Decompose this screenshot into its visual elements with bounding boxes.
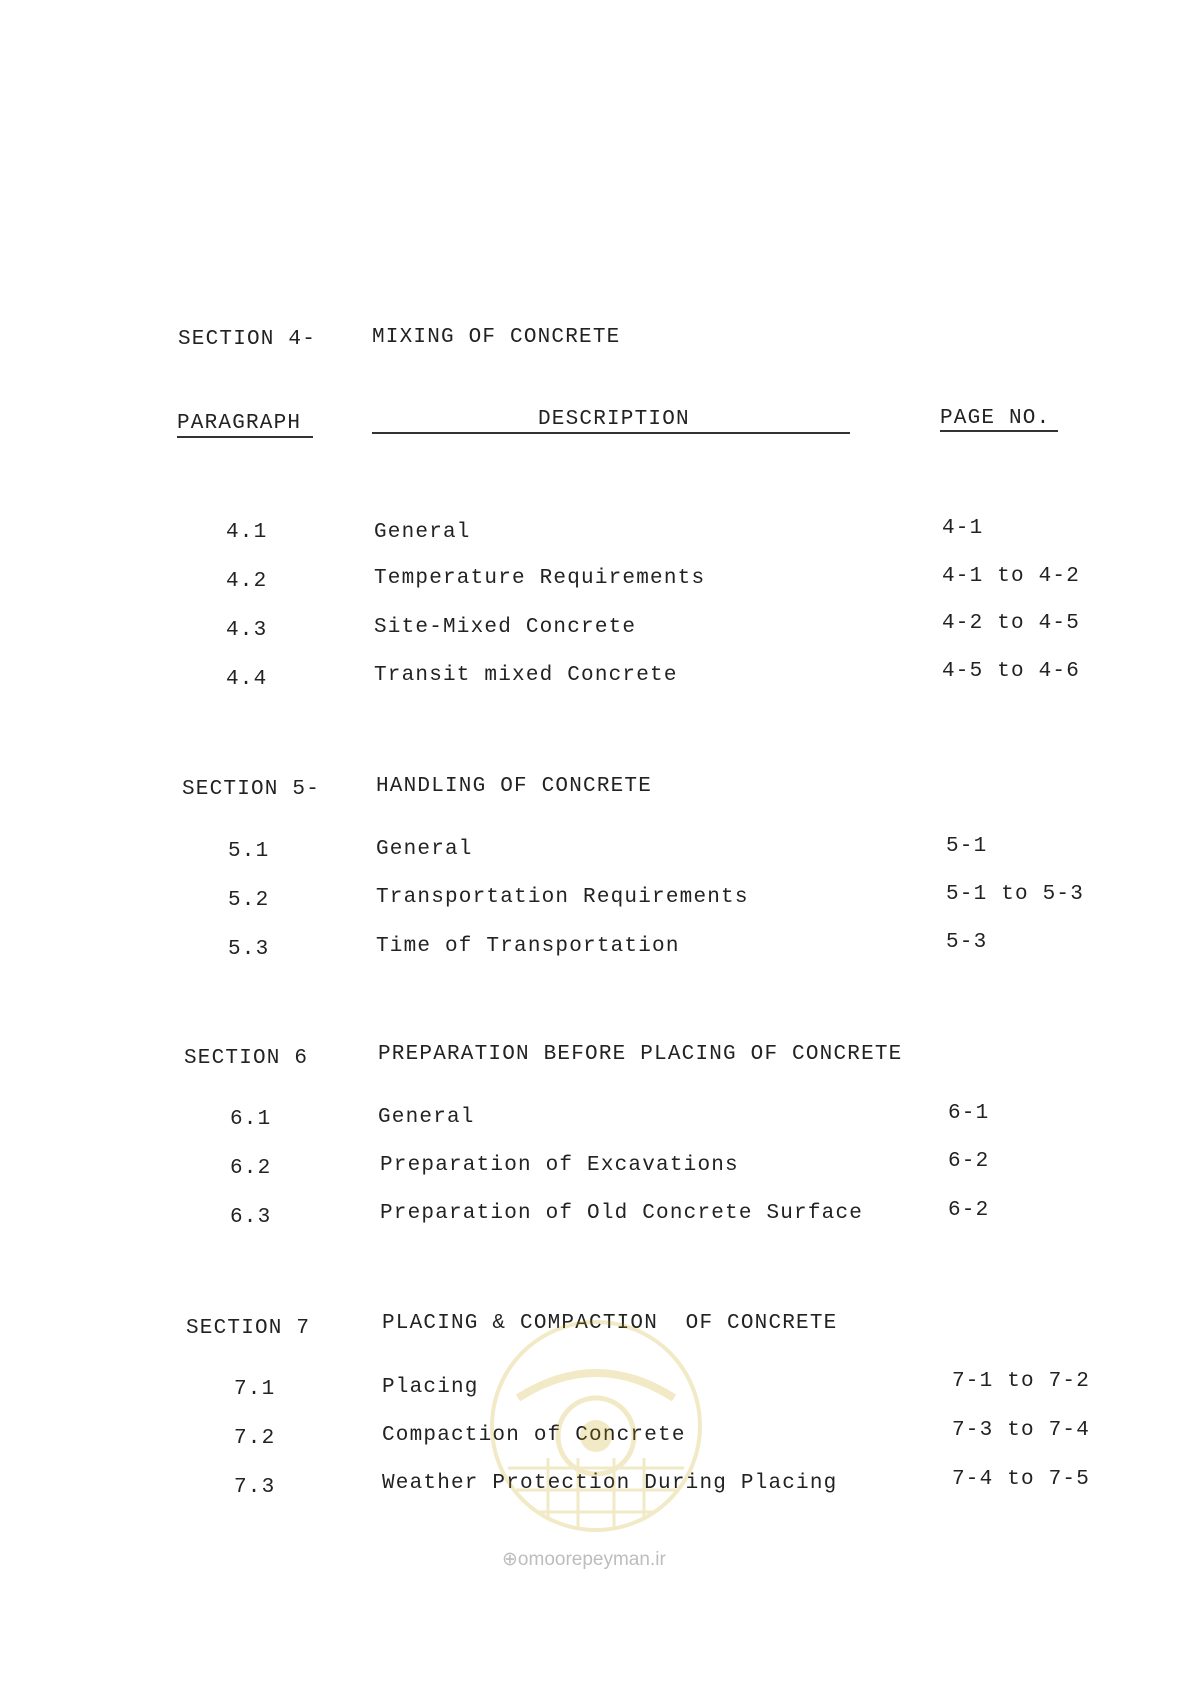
row-number: 4.4 bbox=[226, 668, 268, 691]
row-page: 4-2 to 4-5 bbox=[942, 612, 1081, 635]
header-paragraph: PARAGRAPH bbox=[177, 412, 302, 435]
row-page: 5-1 to 5-3 bbox=[946, 883, 1085, 906]
section-label: SECTION 7 bbox=[186, 1317, 311, 1340]
section-title: PLACING & COMPACTION OF CONCRETE bbox=[382, 1312, 838, 1335]
row-description: Transportation Requirements bbox=[376, 886, 749, 909]
header-page-no-underline bbox=[940, 430, 1058, 432]
header-page-no: PAGE NO. bbox=[940, 407, 1051, 430]
row-description: Temperature Requirements bbox=[374, 567, 706, 590]
row-page: 6-2 bbox=[948, 1150, 990, 1173]
row-page: 4-5 to 4-6 bbox=[942, 660, 1081, 683]
row-number: 6.1 bbox=[230, 1108, 272, 1131]
row-number: 4.3 bbox=[226, 619, 268, 642]
section-title: PREPARATION BEFORE PLACING OF CONCRETE bbox=[378, 1043, 903, 1066]
row-description: General bbox=[378, 1106, 475, 1129]
row-number: 5.3 bbox=[228, 938, 270, 961]
row-description: Preparation of Old Concrete Surface bbox=[380, 1202, 864, 1225]
row-page: 4-1 to 4-2 bbox=[942, 565, 1081, 588]
header-description: DESCRIPTION bbox=[538, 408, 690, 431]
header-description-underline bbox=[372, 432, 850, 434]
row-number: 7.2 bbox=[234, 1427, 276, 1450]
section-title: MIXING OF CONCRETE bbox=[372, 326, 621, 349]
section-title: HANDLING OF CONCRETE bbox=[376, 775, 653, 798]
row-description: Transit mixed Concrete bbox=[374, 664, 678, 687]
row-number: 6.2 bbox=[230, 1157, 272, 1180]
row-description: Site-Mixed Concrete bbox=[374, 616, 637, 639]
header-paragraph-underline bbox=[177, 436, 313, 438]
row-number: 4.1 bbox=[226, 521, 268, 544]
row-number: 7.3 bbox=[234, 1476, 276, 1499]
watermark-site-text: omoorepeyman.ir bbox=[517, 1549, 666, 1570]
watermark-site bbox=[502, 1548, 666, 1571]
row-description: Placing bbox=[382, 1376, 479, 1399]
row-number: 5.2 bbox=[228, 889, 270, 912]
row-description: General bbox=[376, 838, 473, 861]
row-description: Time of Transportation bbox=[376, 935, 680, 958]
row-description: Preparation of Excavations bbox=[380, 1154, 739, 1177]
row-description: Weather Protection During Placing bbox=[382, 1472, 838, 1495]
row-number: 7.1 bbox=[234, 1378, 276, 1401]
row-number: 4.2 bbox=[226, 570, 268, 593]
globe-icon: ⊕ bbox=[502, 1549, 518, 1570]
section-label: SECTION 6 bbox=[184, 1047, 309, 1070]
row-page: 7-4 to 7-5 bbox=[952, 1468, 1091, 1491]
row-page: 6-2 bbox=[948, 1199, 990, 1222]
row-page: 7-1 to 7-2 bbox=[952, 1370, 1091, 1393]
row-description: General bbox=[374, 521, 471, 544]
row-number: 5.1 bbox=[228, 840, 270, 863]
row-page: 5-3 bbox=[946, 931, 988, 954]
row-page: 6-1 bbox=[948, 1102, 990, 1125]
row-description: Compaction of Concrete bbox=[382, 1424, 686, 1447]
section-label: SECTION 4- bbox=[178, 328, 317, 351]
section-label: SECTION 5- bbox=[182, 778, 321, 801]
row-page: 7-3 to 7-4 bbox=[952, 1419, 1091, 1442]
row-page: 4-1 bbox=[942, 517, 984, 540]
row-page: 5-1 bbox=[946, 835, 988, 858]
row-number: 6.3 bbox=[230, 1206, 272, 1229]
